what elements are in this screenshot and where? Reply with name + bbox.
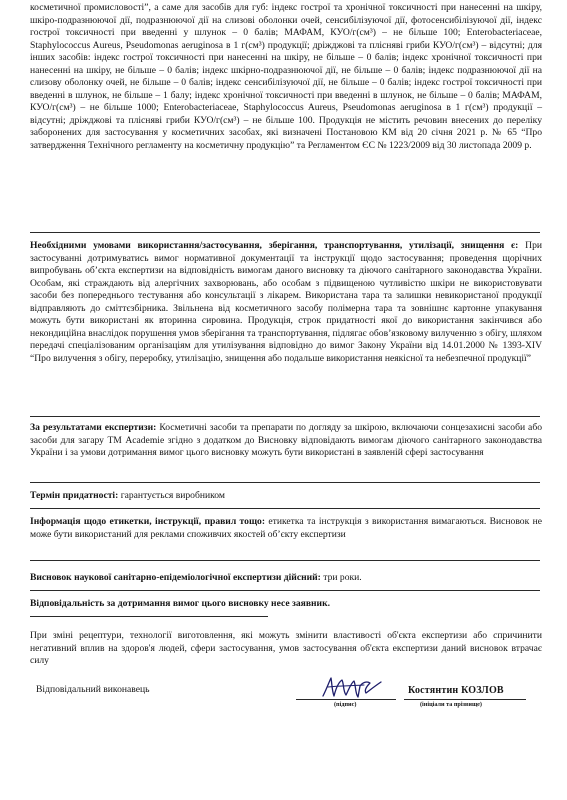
- requirements-continuation: [30, 2, 542, 153]
- change-notice-text: При зміні рецептури, технології виготовлення, які можуть змінити властивості об'єкта експертизи або спричинити негативний вплив на здоров'я людей, сфери застосування, умов застосування об'єкта експертизи даний висновок втрачає силу: [30, 630, 542, 667]
- name-line: [404, 699, 526, 700]
- validity-text: три роки.: [323, 572, 362, 583]
- validity-section: [30, 572, 542, 585]
- signature-caption: (підпис): [334, 701, 357, 708]
- name-caption: (ініціали та прізвище): [420, 701, 482, 708]
- requirements-text: косметичної промисловості”, а саме для засобів для губ: індекс гострої та хронічної токсичності при нанесенні на шкіру, шкіро-подразнюючої дії, подразнюючої дії на слизові оболонки очей, сенсибілізуючої дії, фотосенсибілізуючої дії, індекс гострої токсичності при введенні у шлунок – 0 балів; МАФАМ, КУО/г(см³) – не більше 100; Enterobacteriaceae, Staphylococcus Aureus, Pseudomonas aeruginosa в 1 г(см³) продукції; дріжджові та плісняві гриби КУО/г(см³) – відсутні; для інших засобів: індекс гострої токсичності при нанесенні на шкіру, не більше – 0 балів; індекс хронічної токсичності при нанесенні на шкіру, не більше – 0 балів; індекс шкірно-подразнюючої дії, не більше – 0 балів; індекс подразнюючої дії на слизову оболонку очей, не більше – 0 балів; індекс сенсибілізуючої дії, не більше – 0 балів; індекс гострої токсичності при введенні в шлунок, не більше – 1 балу; індекс хронічної токсичності при введенні в шлунок, не більше – 0 балів; МАФАМ, КУО/г(см³) – не більше 1000; Enterobacteriaceae, Staphylococcus Aureus, Pseudomonas aeruginosa в 1 г(см³) продукції – відсутні; дріжджові та плісняві гриби КУО/г(см³) – не більше 100. Продукція не містить речовин внесених до переліку заборонених для застосування у косметичних засобах, які визначені Постановою КМ від 20 січня 2021 р. № 65 “Про затвердження Технічного регламенту на косметичну продукцію” та Регламентом ЄС № 1223/2009 від 30 листопада 2009 р.: [30, 2, 542, 152]
- shelf-life-section: [30, 490, 542, 503]
- signatory-name: Костянтин КОЗЛОВ: [408, 685, 504, 696]
- responsibility-section: [30, 598, 542, 611]
- results-section: [30, 422, 542, 460]
- section-divider: [30, 416, 540, 417]
- results-heading: За результатами експертизи:: [30, 422, 157, 433]
- section-divider-short: [30, 616, 268, 617]
- section-divider: [30, 482, 540, 483]
- signature-line: [296, 699, 396, 700]
- section-divider: [30, 508, 540, 509]
- conditions-section: [30, 240, 542, 365]
- handwritten-signature: [320, 674, 384, 702]
- shelf-life-text: гарантується виробником: [120, 490, 225, 501]
- results-text: Косметичні засоби та препарати по догляду за шкірою, включаючи сонцезахисні засоби або засоби для загару ТМ Academie згідно з додатком до Висновку відповідають вимогам діючого санітарного законодавства України і за умови дотримання вимог цього висновку можуть бути використані в заявленій сфері застосування: [30, 422, 542, 459]
- labeling-heading: Інформація щодо етикетки, інструкції, правил тощо:: [30, 516, 266, 527]
- section-divider: [30, 590, 540, 591]
- conditions-text: При застосуванні дотримуватись вимог нормативної документації та інструкції щодо застосування; проведення щорічних випробувань об’єкта експертизи на відповідність вимогам даного висновку та діючого санітарного законодавства України. Особам, які страждають від алергічних захворювань, або особам з підвищеною чутливістю шкіри не використовувати засоби без попереднього тестування або консультації з лікарем. Використана тара та залишки невикористаної продукції відправляють до сміттєзбірника. Звільнена від косметичного засобу полімерна тара та зовнішнє картонне упакування можуть бути використані як вторинна сировина. Продукція, строк придатності якої до використання закінчився або некондиційна внаслідок порушення умов зберігання та транспортування, підлягає обов’язковому вилученню з обігу, шляхом передачі спеціалізованим організаціям для утилізування відповідно до вимог Закону України від 14.01.2000 № 1393-XIV “Про вилучення з обігу, переробку, утилізацію, знищення або подальше використання неякісної та небезпечної продукції”: [30, 240, 542, 364]
- section-divider: [30, 560, 540, 561]
- labeling-text: етикетка та інструкція з використання вимагаються. Висновок не може бути використаний для реклами споживчих якостей об’єкту експертизи: [30, 516, 542, 540]
- conditions-heading: Необхідними умовами використання/застосування, зберігання, транспортування, утилізації, знищення є:: [30, 240, 519, 251]
- section-divider: [30, 232, 540, 233]
- validity-heading: Висновок наукової санітарно-епідеміологічної експертизи дійсний:: [30, 572, 321, 583]
- shelf-life-heading: Термін придатності:: [30, 490, 119, 501]
- responsible-executor-label: Відповідальний виконавець: [36, 684, 150, 695]
- responsibility-text: Відповідальність за дотримання вимог цього висновку несе заявник.: [30, 598, 330, 609]
- labeling-section: [30, 516, 542, 541]
- change-notice: [30, 630, 542, 668]
